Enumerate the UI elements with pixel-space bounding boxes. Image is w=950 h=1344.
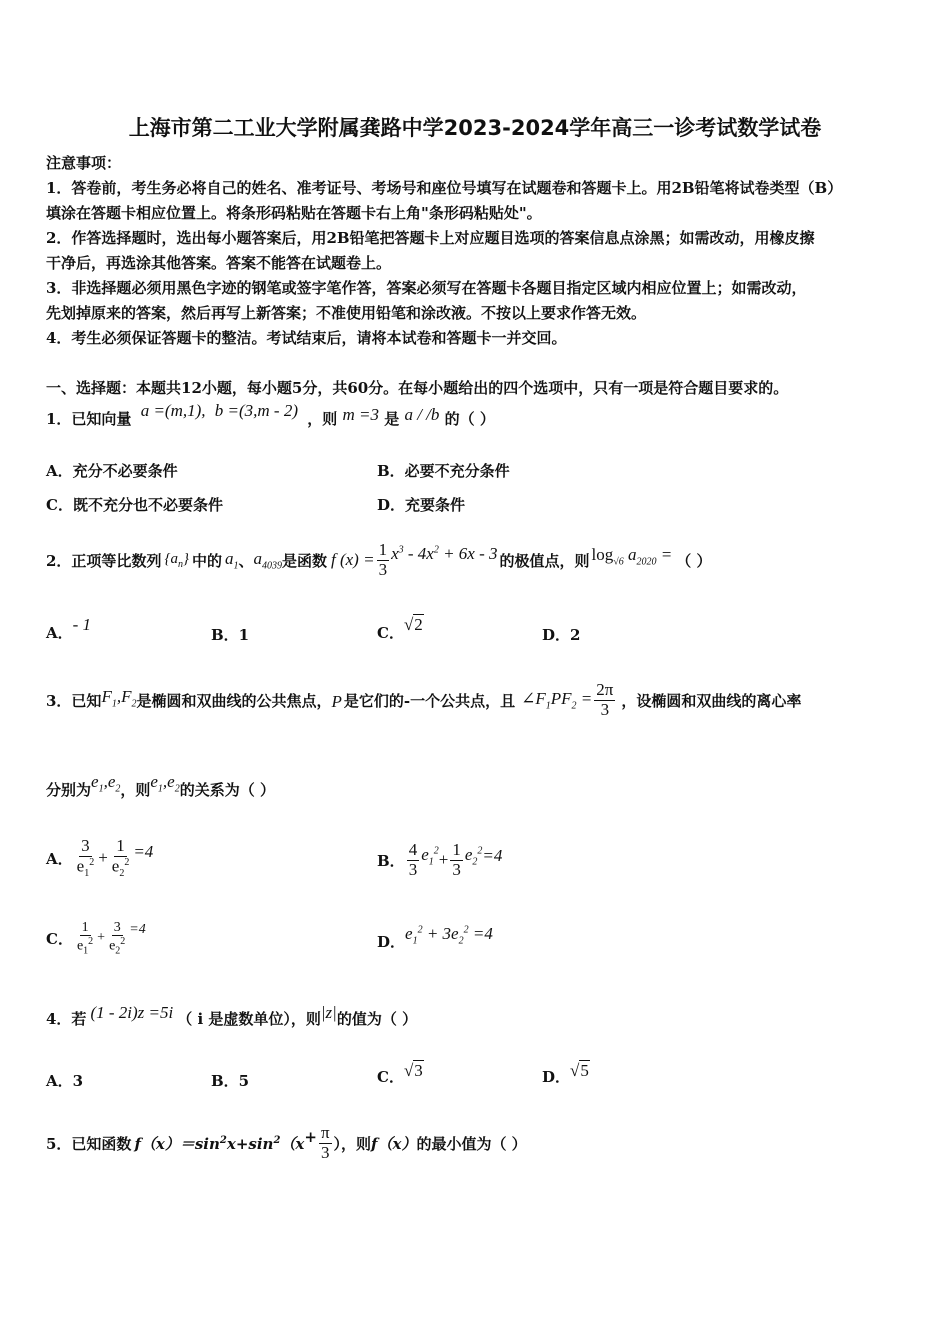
option-b: B．5 — [211, 1072, 250, 1090]
notice-line: 2．作答选择题时，选出每小题答案后，用2B铅笔把答题卡上对应题目选项的答案信息点涂黑；如需改动，用橡皮擦 — [46, 229, 815, 247]
option-d: D． $e_1^2 + 3e_2^2 =4$ — [377, 924, 493, 951]
option-c: C．√2 — [377, 615, 423, 642]
question-5: 5．已知函数 $f(x)=\sin^2x+\sin^2(x$ + $\frac{\pi}{3}$ ），则 f（x） 的最小值为（ ） — [46, 1122, 527, 1162]
question-1: 1．已知向量 a =(m,1), b =(3,m - 2) ，则 m =3 是 a / /b 的（ ） — [46, 401, 495, 428]
question-2: 2．正项等比数列 $\{a_n\}$ 中的 $a_1$ 、 $a_{4039}$ 是函数 f (x) = $\frac{1}{3}$ $x^3 - 4x^2 + 6x - 3$ 的极值点，则 $\log_{√6} a_{2020}$ = （ ） — [46, 539, 712, 579]
option-a: A．- 1 — [46, 615, 92, 642]
notice-line: 4．考生必须保证答题卡的整洁。考试结束后，请将本试卷和答题卡一并交回。 — [46, 329, 567, 347]
option-a: A．充分不必要条件 — [46, 462, 178, 480]
option-d: D．充要条件 — [377, 496, 466, 514]
option-b: B．1 — [211, 626, 250, 644]
question-4: 4．若 (1 - 2i)z =5i （ i 是虚数单位），则 |z| 的值为（ ） — [46, 1002, 418, 1028]
notice-line: 先划掉原来的答案，然后再写上新答案；不准使用铅笔和涂改液。不按以上要求作答无效。 — [46, 304, 647, 322]
option-d: D．2 — [542, 626, 581, 644]
notice-line: 填涂在答题卡相应位置上。将条形码粘贴在答题卡右上角"条形码粘贴处"。 — [46, 204, 542, 222]
option-c: C． $\frac{1}{e_1^2}$ + $\frac{3}{e_2^2}$ =4 — [46, 919, 146, 957]
question-3: 3．已知 $F_1,F_2$ 是椭圆和双曲线的公共焦点， P 是它们的-一个公共点，且 $\angle F_1PF_2$ = $\frac{2\pi}{3}$ ，设椭圆和双曲线的离心率 — [46, 679, 802, 719]
notice-line: 3．非选择题必须用黑色字迹的钢笔或签字笔作答，答案必须写在答题卡各题目指定区域内相应位置上；如需改动， — [46, 279, 807, 297]
page-title: 上海市第二工业大学附属龚路中学2023-2024学年高三一诊考试数学试卷 — [128, 116, 822, 140]
option-a: A．3 — [46, 1072, 84, 1090]
notice-line: 1．答卷前，考生务必将自己的姓名、准考证号、考场号和座位号填写在试题卷和答题卡上。用2B铅笔将试卷类型（B） — [46, 179, 843, 197]
option-a: A． $\frac{3}{e_1^2}$ + $\frac{1}{e_2^2}$ =4 — [46, 836, 154, 879]
option-b: B． $\frac{4}{3}$ $e_1^2$ + $\frac{1}{3}$ $e_2^2$ =4 — [377, 839, 503, 879]
notice-line: 干净后，再选涂其他答案。答案不能答在试题卷上。 — [46, 254, 392, 272]
option-c: C．既不充分也不必要条件 — [46, 496, 223, 514]
notice-heading: 注意事项： — [46, 154, 122, 172]
option-b: B．必要不充分条件 — [377, 462, 510, 480]
option-c: C．√3 — [377, 1061, 423, 1086]
option-d: D．√5 — [542, 1061, 589, 1086]
section-heading: 一、选择题：本题共12小题，每小题5分，共60分。在每小题给出的四个选项中，只有一项是符合题目要求的。 — [46, 379, 789, 397]
question-3-cont: 分别为 $e_1,e_2$ ，则 $e_1,e_2$ 的关系为（ ） — [46, 772, 275, 799]
